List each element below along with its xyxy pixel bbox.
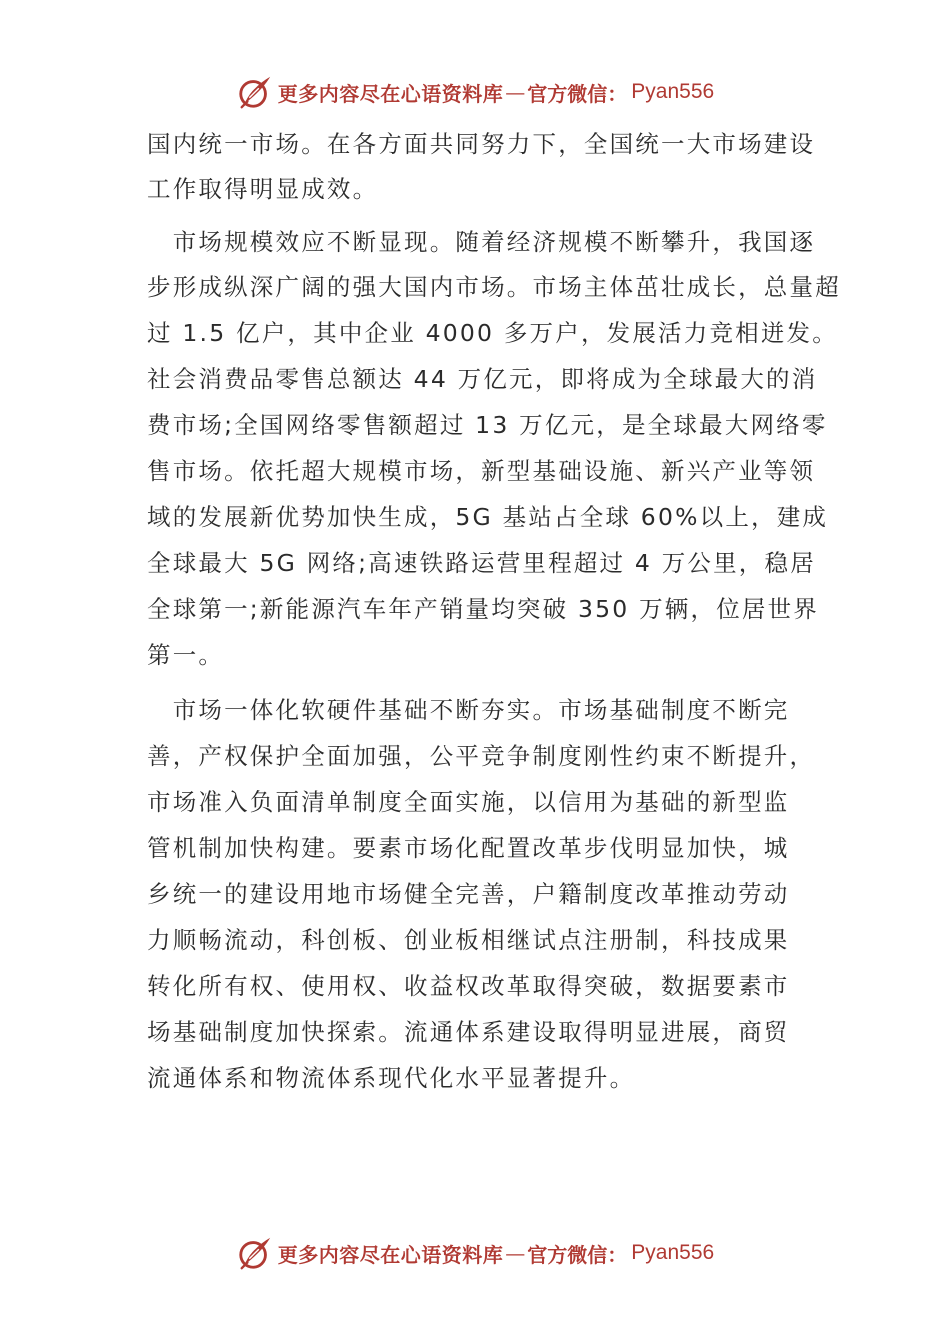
banner-separator: —	[505, 80, 526, 104]
header-banner	[0, 72, 950, 112]
text-line: 域的发展新优势加快生成，5G 基站占全球 60%以上，建成	[147, 503, 829, 531]
wechat-label: 官方微信：	[527, 81, 628, 106]
text-line: 费市场;全国网络零售额超过 13 万亿元，是全球最大网络零	[147, 411, 828, 439]
quill-pen-logo-icon	[236, 1234, 274, 1272]
text-line: 善，产权保护全面加强，公平竞争制度刚性约束不断提升，	[147, 742, 816, 770]
text-line: 转化所有权、使用权、收益权改革取得突破，数据要素市	[147, 972, 790, 1000]
banner-text: 更多内容尽在心语资料库	[277, 81, 504, 106]
text-line: 全球最大 5G 网络;高速铁路运营里程超过 4 万公里，稳居	[147, 549, 816, 577]
text-line: 全球第一;新能源汽车年产销量均突破 350 万辆，位居世界	[147, 595, 820, 623]
text-line: 力顺畅流动，科创板、创业板相继试点注册制，科技成果	[147, 926, 790, 954]
banner-separator: —	[505, 1241, 526, 1265]
text-line: 市场准入负面清单制度全面实施，以信用为基础的新型监	[147, 788, 790, 816]
text-line: 乡统一的建设用地市场健全完善，户籍制度改革推动劳动	[147, 880, 790, 908]
text-line: 管机制加快构建。要素市场化配置改革步伐明显加快，城	[147, 834, 790, 862]
text-line: 流通体系和物流体系现代化水平显著提升。	[147, 1064, 636, 1092]
text-line: 工作取得明显成效。	[147, 175, 379, 203]
wechat-id: Pyan556	[631, 1241, 715, 1264]
text-line: 社会消费品零售总额达 44 万亿元，即将成为全球最大的消	[147, 365, 818, 393]
text-line: 第一。	[147, 641, 225, 669]
banner-text: 更多内容尽在心语资料库	[277, 1242, 504, 1267]
text-line: 市场一体化软硬件基础不断夯实。市场基础制度不断完	[147, 696, 790, 724]
text-line: 步形成纵深广阔的强大国内市场。市场主体茁壮成长，总量超	[147, 273, 841, 301]
quill-pen-logo-icon	[236, 73, 274, 111]
text-line: 售市场。依托超大规模市场，新型基础设施、新兴产业等领	[147, 457, 816, 485]
text-line: 市场规模效应不断显现。随着经济规模不断攀升，我国逐	[147, 228, 816, 256]
wechat-id: Pyan556	[631, 80, 715, 103]
wechat-label: 官方微信：	[527, 1242, 628, 1267]
text-line: 国内统一市场。在各方面共同努力下，全国统一大市场建设	[147, 130, 816, 158]
text-line: 场基础制度加快探索。流通体系建设取得明显进展，商贸	[147, 1018, 790, 1046]
footer-banner	[0, 1233, 950, 1273]
text-line: 过 1.5 亿户，其中企业 4000 多万户，发展活力竞相迸发。	[147, 319, 838, 347]
